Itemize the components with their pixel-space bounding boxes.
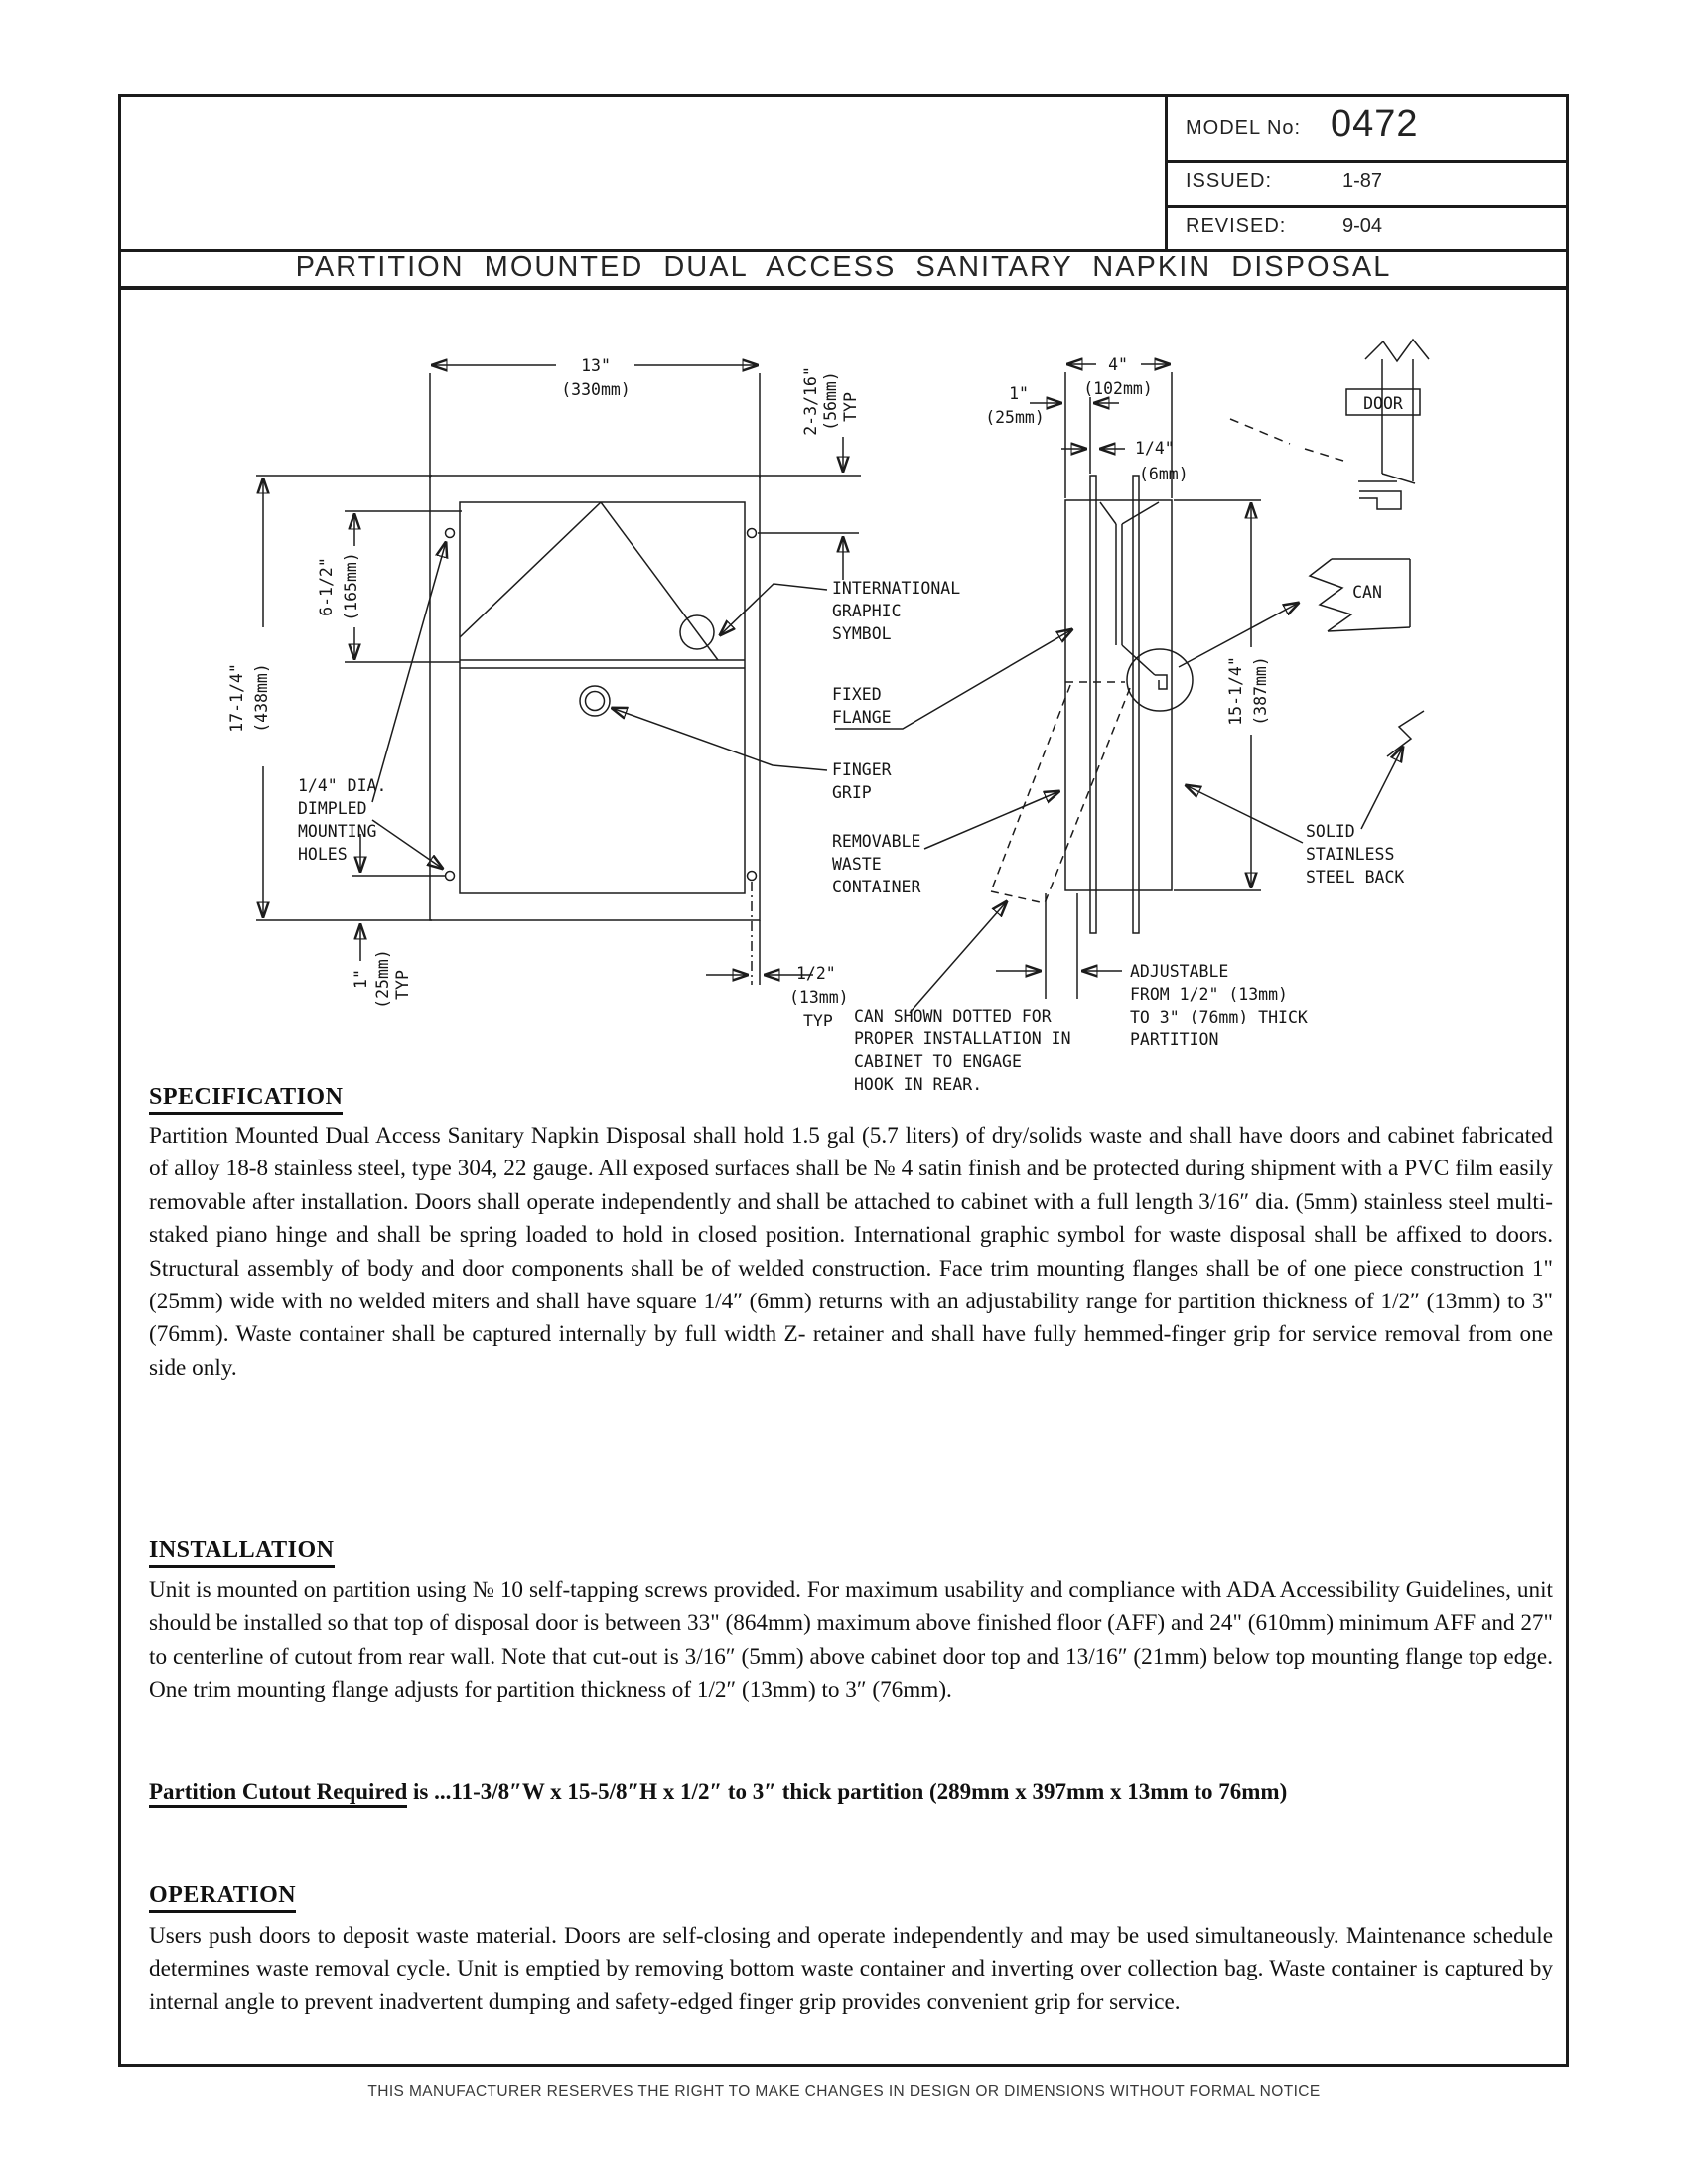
- label-symbol-1: INTERNATIONAL: [832, 579, 961, 598]
- label-grip-1: FINGER: [832, 760, 892, 779]
- dim-front-width: 13": [581, 356, 611, 375]
- dim-hole-edge-typ: TYP: [803, 1012, 833, 1030]
- dim-depth-mm: (102mm): [1083, 379, 1153, 398]
- dim-edge-typ: TYP: [393, 970, 412, 1000]
- label-flange-2: FLANGE: [832, 708, 892, 727]
- dim-front-height: 17-1/4": [227, 663, 246, 733]
- operation-body: Users push doors to deposit waste material. Doors are self-closing and operate independently and may be used simultaneously. Maintenance schedule determines waste removal cycle. Unit is emptied by removing bottom waste container and inverting over collection bag. Waste container is captured by internal angle to prevent inadvertent dumping and safety-edged finger grip provides convenient grip for service.: [149, 1923, 1553, 2015]
- dim-edge-mm: (25mm): [373, 949, 392, 1009]
- front-view: [227, 356, 1071, 1094]
- dim-front-height-mm: (438mm): [252, 663, 271, 733]
- label-adjustable-3: TO 3" (76mm) THICK: [1130, 1008, 1308, 1026]
- label-symbol-2: GRAPHIC: [832, 602, 902, 620]
- dim-hole-offset-typ: TYP: [841, 392, 860, 422]
- label-back-2: STAINLESS: [1306, 845, 1395, 864]
- revised-value: 9-04: [1342, 215, 1383, 237]
- dim-edge: 1": [352, 969, 370, 989]
- dim-hole-offset: 2-3/16": [801, 366, 820, 436]
- note-can-2: PROPER INSTALLATION IN: [854, 1029, 1071, 1048]
- label-flange-1: FIXED: [832, 685, 882, 704]
- dim-side-height: 15-1/4": [1226, 656, 1245, 726]
- side-view: [985, 355, 1424, 1049]
- page-title: PARTITION MOUNTED DUAL ACCESS SANITARY NAPKIN DISPOSAL: [295, 251, 1392, 283]
- operation-heading: OPERATION: [149, 1882, 296, 1913]
- label-adjustable-1: ADJUSTABLE: [1130, 962, 1229, 981]
- footer-notice: THIS MANUFACTURER RESERVES THE RIGHT TO MAKE CHANGES IN DESIGN OR DIMENSIONS WITHOUT FORMAL NOTICE: [367, 2083, 1321, 2100]
- issued-label: ISSUED:: [1186, 170, 1273, 192]
- installation-body: Unit is mounted on partition using № 10 self-tapping screws provided. For maximum usability and compliance with ADA Accessibility Guidelines, unit should be installed so that top of disposal door is between 33" (864mm) maximum above finished floor (AFF) and 24" (610mm) minimum AFF and 27" to centerline of cutout from rear wall. Note that cut-out is 3/16″ (5mm) above cabinet door top and 13/16″ (21mm) below top mounting flange top edge. One trim mounting flange adjusts for partition thickness of 1/2″ (13mm) to 3″ (76mm).: [149, 1577, 1553, 1704]
- header-divider: [1165, 94, 1168, 251]
- cutout-text: is ...11-3/8″W x 15-5/8″H x 1/2″ to 3″ thick partition (289mm x 397mm x 13mm to 76mm): [407, 1779, 1288, 1804]
- dim-return-mm: (6mm): [1139, 465, 1189, 483]
- dim-door-height-mm: (165mm): [342, 552, 360, 621]
- label-mounting-holes-2: DIMPLED: [298, 799, 367, 818]
- note-can-3: CABINET TO ENGAGE: [854, 1052, 1022, 1071]
- label-can: CAN: [1352, 583, 1382, 602]
- model-label: MODEL No:: [1186, 117, 1302, 139]
- dim-hole-edge: 1/2": [796, 964, 836, 983]
- header-row-line-1: [1165, 160, 1569, 163]
- label-mounting-holes-3: MOUNTING: [298, 822, 377, 841]
- dim-front-width-mm: (330mm): [561, 380, 631, 399]
- dim-side-height-mm: (387mm): [1251, 656, 1270, 726]
- label-container-3: CONTAINER: [832, 878, 921, 896]
- label-adjustable-4: PARTITION: [1130, 1030, 1219, 1049]
- dim-hole-edge-mm: (13mm): [789, 988, 849, 1007]
- dim-front-offset: 1": [1009, 384, 1029, 403]
- technical-drawing: [118, 290, 1569, 1094]
- label-grip-2: GRIP: [832, 783, 872, 802]
- specification-heading: SPECIFICATION: [149, 1084, 343, 1115]
- specification-body: Partition Mounted Dual Access Sanitary Napkin Disposal shall hold 1.5 gal (5.7 liters) of dry/solids waste and shall have doors and cabinet fabricated of alloy 18-8 stainless steel, type 304, 22 gauge. All exposed surfaces shall be № 4 satin finish and be protected during shipment with a PVC film easily removable after installation. Doors shall operate independently and shall be attached to cabinet with a full length 3/16″ dia. (5mm) stainless steel multi-staked piano hinge and shall be spring loaded to hold in closed position. International graphic symbol for waste disposal shall be affixed to doors. Structural assembly of body and door components shall be of welded construction. Face trim mounting flanges shall be of one piece construction 1" (25mm) wide with no welded miters and shall have square 1/4″ (6mm) returns with an adjustability range for partition thickness of 1/2″ (13mm) to 3" (76mm). Waste container shall be captured internally by full width Z- retainer and shall have fully hemmed-finger grip for service removal from one side only.: [149, 1123, 1553, 1381]
- hook-detail: [1230, 340, 1429, 631]
- label-back-3: STEEL BACK: [1306, 868, 1405, 887]
- finger-grip-circle: [580, 686, 610, 716]
- label-container-1: REMOVABLE: [832, 832, 921, 851]
- dim-return: 1/4": [1135, 439, 1175, 458]
- cutout-label: Partition Cutout Required: [149, 1779, 407, 1808]
- note-can-1: CAN SHOWN DOTTED FOR: [854, 1007, 1052, 1025]
- label-mounting-holes-1: 1/4" DIA.: [298, 776, 387, 795]
- label-symbol-3: SYMBOL: [832, 624, 892, 643]
- label-door: DOOR: [1363, 394, 1403, 413]
- label-mounting-holes-4: HOLES: [298, 845, 348, 864]
- cutout-line: [149, 1779, 1553, 1805]
- issued-value: 1-87: [1342, 170, 1383, 192]
- header-row-line-2: [1165, 205, 1569, 208]
- model-value: 0472: [1331, 103, 1419, 145]
- label-container-2: WASTE: [832, 855, 882, 874]
- label-adjustable-2: FROM 1/2" (13mm): [1130, 985, 1288, 1004]
- revised-label: REVISED:: [1186, 215, 1287, 237]
- dim-door-height: 6-1/2": [317, 557, 336, 616]
- installation-heading: INSTALLATION: [149, 1537, 335, 1568]
- note-can-4: HOOK IN REAR.: [854, 1075, 983, 1094]
- dim-front-offset-mm: (25mm): [985, 408, 1045, 427]
- dim-hole-offset-mm: (56mm): [821, 371, 840, 431]
- dim-depth: 4": [1108, 355, 1128, 374]
- label-back-1: SOLID: [1306, 822, 1355, 841]
